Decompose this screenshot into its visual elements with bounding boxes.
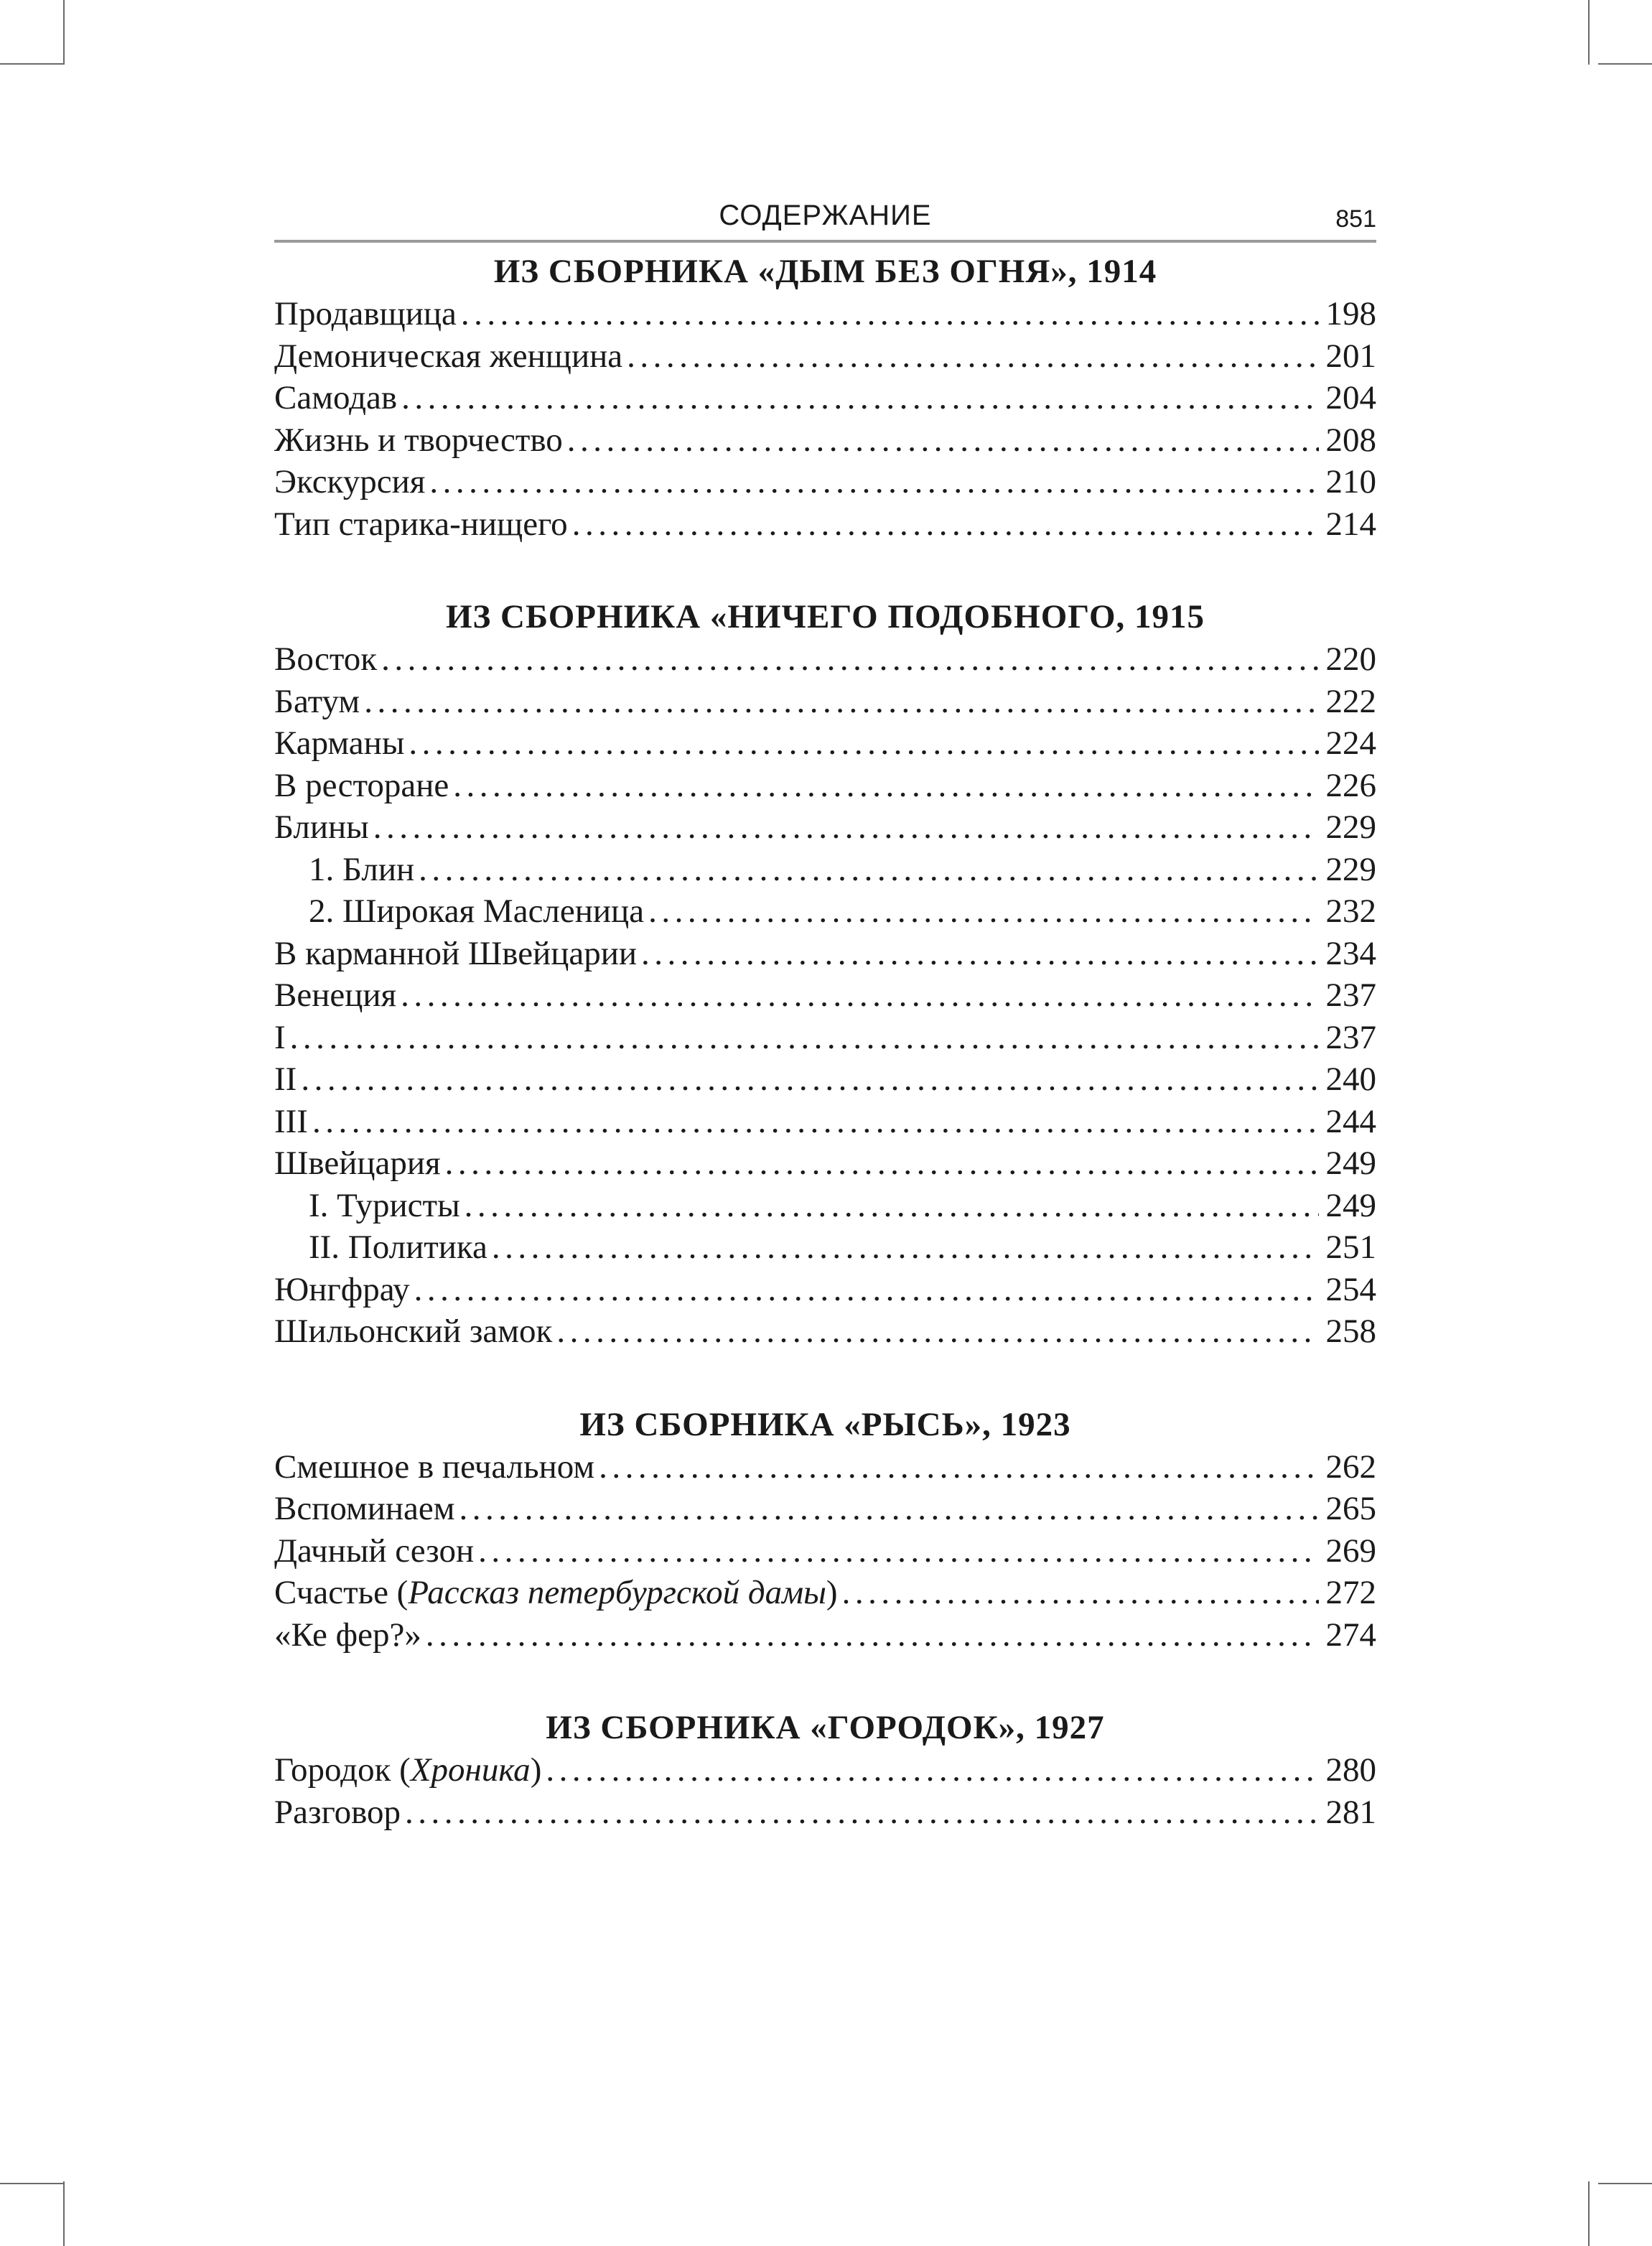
entry-page-number: 198 — [1325, 295, 1376, 332]
toc-entry[interactable] — [274, 1142, 1376, 1185]
entry-title — [274, 1142, 441, 1185]
toc-entry[interactable] — [274, 1530, 1376, 1572]
entry-title-text: Вспоминаем — [274, 1490, 455, 1527]
toc-entry[interactable] — [274, 1572, 1376, 1614]
entry-title — [274, 1572, 838, 1614]
dot-leader — [546, 1749, 1318, 1791]
toc-entry[interactable] — [274, 806, 1376, 849]
entry-page-number: 234 — [1325, 934, 1376, 972]
dot-leader — [312, 1101, 1319, 1143]
entry-title — [274, 806, 369, 849]
entry-page-number: 244 — [1325, 1102, 1376, 1140]
entry-title-text: В карманной Швейцарии — [274, 934, 638, 972]
dot-leader — [461, 293, 1319, 335]
crop-mark-top-left — [63, 0, 65, 65]
toc-entry[interactable] — [274, 1017, 1376, 1059]
entry-title-text: II — [274, 1061, 297, 1098]
toc-entry[interactable] — [274, 1749, 1376, 1791]
entry-page-number: 214 — [1325, 505, 1376, 543]
toc-entry[interactable] — [274, 1791, 1376, 1834]
dot-leader — [381, 638, 1318, 681]
toc-entry[interactable] — [274, 1058, 1376, 1101]
entry-page-number: 269 — [1325, 1532, 1376, 1570]
entry-page-number: 249 — [1325, 1145, 1376, 1182]
entry-title-text: 2. Широкая Масленица — [309, 893, 645, 930]
toc-section — [274, 243, 1376, 545]
crop-mark-bottom-left-h — [0, 2183, 65, 2184]
entry-title-suffix: ) — [826, 1574, 838, 1611]
section-title: ИЗ СБОРНИКА «РЫСЬ», 1923 — [579, 1405, 1071, 1443]
toc-entry[interactable] — [274, 1185, 1376, 1227]
dot-leader — [373, 806, 1319, 849]
entry-title — [274, 419, 563, 462]
crop-mark-bottom-right — [1588, 2181, 1590, 2246]
entry-title-text: Шильонский замок — [274, 1313, 553, 1350]
entry-title-text: I. Туристы — [309, 1186, 460, 1224]
dot-leader — [429, 461, 1318, 503]
entry-page-number: 204 — [1325, 379, 1376, 416]
entry-page-number: 232 — [1325, 893, 1376, 930]
entry-page-number: 224 — [1325, 724, 1376, 762]
entry-title — [274, 1749, 541, 1791]
dot-leader — [567, 419, 1319, 462]
entry-title — [274, 1269, 410, 1311]
entry-title — [274, 638, 377, 681]
toc-entry[interactable] — [274, 722, 1376, 765]
entry-title-text: II. Политика — [309, 1229, 487, 1266]
dot-leader — [478, 1530, 1318, 1572]
dot-leader — [401, 377, 1318, 419]
crop-mark-bottom-right-h — [1598, 2183, 1652, 2184]
crop-mark-bottom-left — [63, 2181, 65, 2246]
toc-entry[interactable] — [274, 765, 1376, 807]
entry-page-number: 208 — [1325, 421, 1376, 459]
toc-entry[interactable] — [274, 681, 1376, 723]
entry-title — [274, 1310, 552, 1353]
dot-leader — [572, 503, 1319, 546]
dot-leader — [627, 335, 1318, 378]
entry-page-number: 226 — [1325, 766, 1376, 804]
toc-section — [274, 595, 1376, 1353]
dot-leader — [641, 933, 1318, 975]
entry-title — [274, 1226, 487, 1269]
entry-title-italic: Хроника — [410, 1751, 531, 1789]
entry-page-number: 274 — [1325, 1616, 1376, 1654]
entry-title — [274, 1488, 454, 1530]
toc-entry[interactable] — [274, 974, 1376, 1017]
entry-title — [274, 461, 425, 503]
toc-entry[interactable] — [274, 1488, 1376, 1530]
entry-title-text: Самодав — [274, 379, 398, 416]
entry-title — [274, 933, 637, 975]
dot-leader — [492, 1226, 1319, 1269]
entry-list — [274, 1749, 1376, 1833]
dot-leader — [426, 1614, 1319, 1656]
section-title: ИЗ СБОРНИКА «ДЫМ БЕЗ ОГНЯ», 1914 — [493, 253, 1157, 290]
entry-title-text: Восток — [274, 640, 378, 678]
toc-entry[interactable] — [274, 1226, 1376, 1269]
entry-title-text: III — [274, 1102, 308, 1140]
dot-leader — [401, 974, 1318, 1017]
entry-page-number: 272 — [1325, 1574, 1376, 1611]
entry-page-number: 220 — [1325, 640, 1376, 678]
entry-page-number: 281 — [1325, 1793, 1376, 1831]
entry-title — [274, 890, 644, 933]
entry-title — [274, 1614, 421, 1656]
entry-page-number: 237 — [1325, 1018, 1376, 1056]
crop-mark-top-left-h — [0, 63, 65, 65]
entry-title-text: 1. Блин — [309, 850, 415, 888]
entry-title-text: Смешное в печальном — [274, 1448, 595, 1486]
entry-page-number: 222 — [1325, 682, 1376, 720]
entry-page-number: 229 — [1325, 850, 1376, 888]
toc-entry[interactable] — [274, 503, 1376, 546]
crop-mark-top-right-h — [1598, 63, 1652, 65]
entry-page-number: 237 — [1325, 977, 1376, 1014]
toc-entry[interactable] — [274, 377, 1376, 419]
entry-title-text: Карманы — [274, 724, 405, 762]
toc-section — [274, 1403, 1376, 1656]
entry-title — [274, 1185, 460, 1227]
dot-leader — [301, 1058, 1318, 1101]
section-title: ИЗ СБОРНИКА «ГОРОДОК», 1927 — [546, 1709, 1105, 1746]
entry-title-text: Городок ( — [274, 1751, 411, 1789]
entry-title-text: «Ке фер?» — [274, 1616, 421, 1654]
dot-leader — [405, 1791, 1318, 1834]
entry-title-text: Блины — [274, 809, 369, 846]
entry-page-number: 258 — [1325, 1313, 1376, 1350]
entry-page-number: 249 — [1325, 1186, 1376, 1224]
entry-title-text: Экскурсия — [274, 463, 426, 500]
entry-title-text: В ресторане — [274, 766, 449, 804]
toc-entry[interactable] — [274, 461, 1376, 503]
toc-section — [274, 1706, 1376, 1833]
entry-page-number: 265 — [1325, 1490, 1376, 1527]
running-head — [274, 194, 1376, 243]
entry-title-suffix: ) — [530, 1751, 542, 1789]
entry-title-italic: Рассказ петербургской дамы — [408, 1574, 826, 1611]
entry-page-number: 240 — [1325, 1061, 1376, 1098]
toc-entry[interactable] — [274, 419, 1376, 462]
entry-page-number: 280 — [1325, 1751, 1376, 1789]
entry-title — [274, 503, 568, 546]
toc-entry[interactable] — [274, 933, 1376, 975]
entry-list — [274, 638, 1376, 1353]
toc-entry[interactable] — [274, 1614, 1376, 1656]
entry-page-number: 254 — [1325, 1270, 1376, 1308]
dot-leader — [414, 1269, 1319, 1311]
toc-entry[interactable] — [274, 1446, 1376, 1488]
entry-title-text: Дачный сезон — [274, 1532, 475, 1570]
toc-entry[interactable] — [274, 1310, 1376, 1353]
dot-leader — [599, 1446, 1318, 1488]
entry-title — [274, 765, 449, 807]
entry-title-text: Швейцария — [274, 1145, 441, 1182]
entry-page-number: 210 — [1325, 463, 1376, 500]
entry-title-text: Юнгфрау — [274, 1270, 410, 1308]
entry-title-text: Батум — [274, 682, 360, 720]
entry-title-text: I — [274, 1018, 286, 1056]
entry-title — [274, 293, 457, 335]
dot-leader — [648, 890, 1318, 933]
entry-page-number: 262 — [1325, 1448, 1376, 1486]
dot-leader — [445, 1142, 1319, 1185]
toc-entry[interactable] — [274, 1269, 1376, 1311]
table-of-contents — [274, 243, 1376, 1833]
toc-entry[interactable] — [274, 335, 1376, 378]
entry-title-text: Жизнь и творчество — [274, 421, 563, 459]
entry-title — [274, 722, 404, 765]
entry-list — [274, 1446, 1376, 1656]
entry-title-text: Продавщица — [274, 295, 457, 332]
entry-title — [274, 377, 397, 419]
toc-entry[interactable] — [274, 849, 1376, 891]
running-title: СОДЕРЖАНИЕ — [719, 200, 932, 231]
entry-title — [274, 974, 396, 1017]
dot-leader — [419, 849, 1318, 891]
entry-title-text: Разговор — [274, 1793, 401, 1831]
page-number: 851 — [1335, 205, 1376, 233]
entry-title — [274, 1791, 401, 1834]
entry-title — [274, 335, 622, 378]
dot-leader — [409, 722, 1318, 765]
entry-title — [274, 1530, 474, 1572]
entry-list — [274, 293, 1376, 545]
entry-title-text: Венеция — [274, 977, 397, 1014]
toc-entry[interactable] — [274, 293, 1376, 335]
entry-title — [274, 681, 360, 723]
crop-mark-top-right — [1588, 0, 1590, 65]
entry-title-text: Тип старика-нищего — [274, 505, 568, 543]
dot-leader — [364, 681, 1318, 723]
page — [274, 194, 1376, 1833]
dot-leader — [453, 765, 1318, 807]
dot-leader — [290, 1017, 1319, 1059]
entry-title — [274, 1017, 286, 1059]
toc-entry[interactable] — [274, 1101, 1376, 1143]
entry-title — [274, 849, 414, 891]
entry-title — [274, 1101, 308, 1143]
entry-title — [274, 1446, 594, 1488]
entry-page-number: 229 — [1325, 809, 1376, 846]
toc-entry[interactable] — [274, 890, 1376, 933]
dot-leader — [465, 1185, 1319, 1227]
dot-leader — [556, 1310, 1318, 1353]
entry-page-number: 201 — [1325, 337, 1376, 375]
toc-entry[interactable] — [274, 638, 1376, 681]
entry-title-text: Счастье ( — [274, 1574, 409, 1611]
entry-page-number: 251 — [1325, 1229, 1376, 1266]
dot-leader — [459, 1488, 1318, 1530]
entry-title — [274, 1058, 297, 1101]
section-title: ИЗ СБОРНИКА «НИЧЕГО ПОДОБНОГО, 1915 — [445, 598, 1205, 635]
dot-leader — [842, 1572, 1319, 1614]
entry-title-text: Демоническая женщина — [274, 337, 623, 375]
